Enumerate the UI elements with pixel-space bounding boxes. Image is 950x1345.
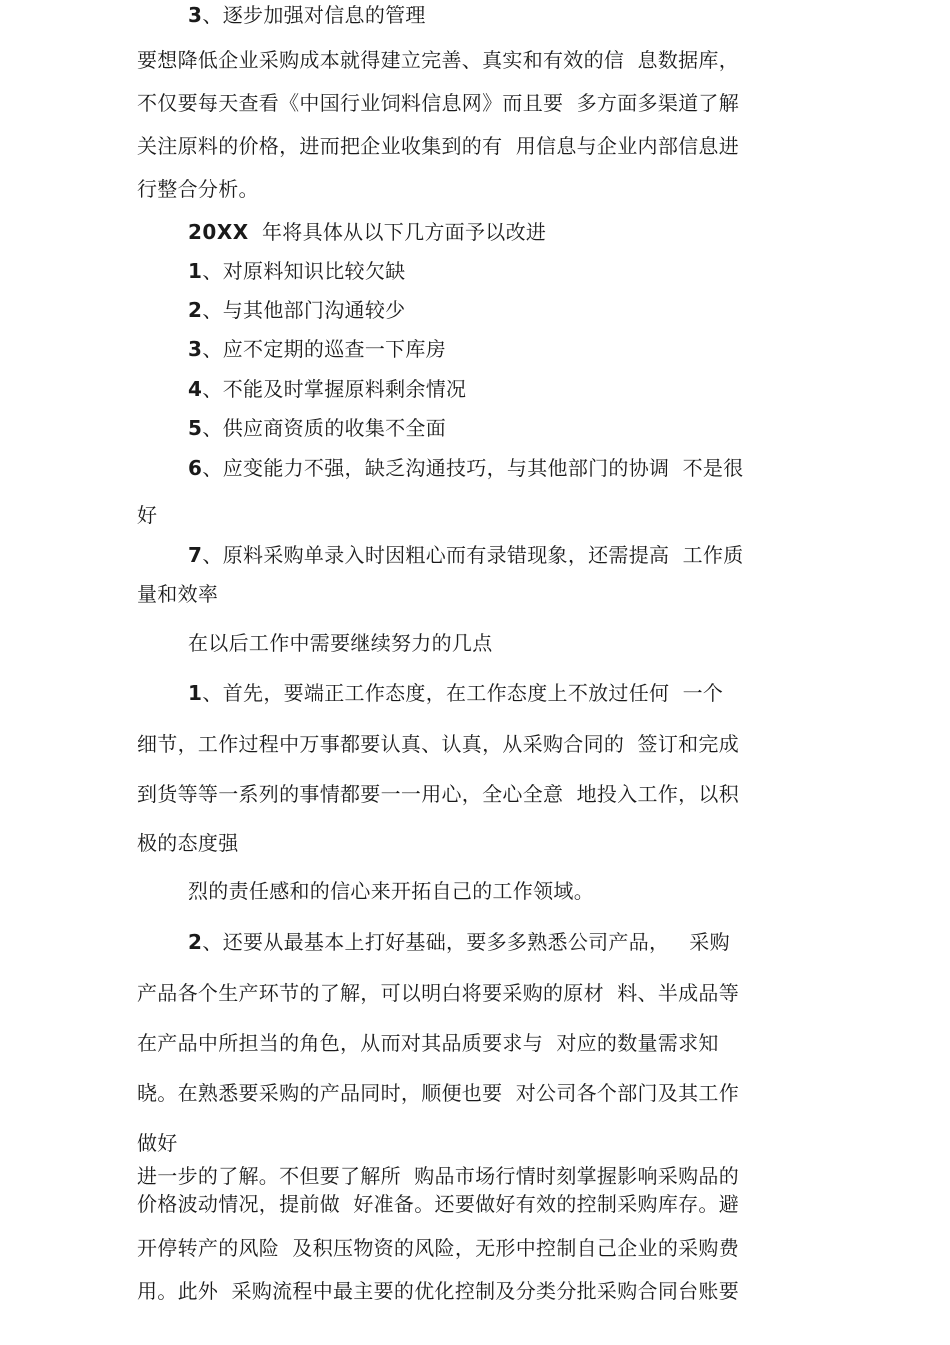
paragraph-line: 到货等等一系列的事情都要一一用心，全心全意 地投入工作，以积 — [137, 782, 740, 806]
point-number: 2 — [188, 930, 203, 954]
point-first-line — [188, 929, 730, 955]
point-number: 1 — [188, 681, 203, 705]
paragraph-line: 做好 — [137, 1131, 178, 1155]
list-item-text: 、原料采购单录入时因粗心而有录错现象，还需提高 工作质 — [202, 543, 744, 567]
paragraph-line: 开停转产的风险 及积压物资的风险，无形中控制自己企业的采购费 — [137, 1236, 740, 1260]
point-first-line — [188, 680, 723, 706]
paragraph-line: 晓。在熟悉要采购的产品同时，顺便也要 对公司各个部门及其工作 — [137, 1081, 740, 1105]
list-item — [188, 415, 446, 441]
list-item — [188, 336, 446, 362]
paragraph-line: 要想降低企业采购成本就得建立完善、真实和有效的信 息数据库， — [137, 48, 740, 72]
paragraph-line: 在产品中所担当的角色，从而对其品质要求与 对应的数量需求知 — [137, 1031, 719, 1055]
list-item — [188, 455, 744, 481]
list-item-number: 6 — [188, 456, 203, 480]
paragraph-line: 产品各个生产环节的了解，可以明白将要采购的原材 料、半成品等 — [137, 981, 740, 1005]
paragraph-line: 价格波动情况，提前做 好准备。还要做好有效的控制采购库存。避 — [137, 1192, 740, 1216]
list-item — [188, 258, 405, 284]
paragraph-line: 行整合分析。 — [137, 177, 259, 201]
section-heading-text: 、逐步加强对信息的管理 — [202, 3, 426, 27]
list-item-text: 、应不定期的巡查一下库房 — [202, 337, 447, 361]
paragraph-line: 进一步的了解。不但要了解所 购品市场行情时刻掌握影响采购品的 — [137, 1164, 740, 1188]
list-item-number: 7 — [188, 543, 203, 567]
list-item-continuation: 量和效率 — [137, 582, 219, 606]
year-label: 20XX — [188, 220, 249, 244]
section-number: 3 — [188, 3, 203, 27]
list-item-number: 4 — [188, 377, 203, 401]
list-item-number: 1 — [188, 259, 203, 283]
future-heading: 在以后工作中需要继续努力的几点 — [188, 631, 493, 655]
list-item — [188, 542, 744, 568]
improvements-heading — [188, 219, 546, 245]
list-item — [188, 297, 405, 323]
list-item-number: 2 — [188, 298, 203, 322]
list-item-text: 、供应商资质的收集不全面 — [202, 416, 447, 440]
paragraph-line: 极的态度强 — [137, 831, 239, 855]
paragraph-line: 细节，工作过程中万事都要认真、认真，从采购合同的 签订和完成 — [137, 732, 740, 756]
list-item-text: 、不能及时掌握原料剩余情况 — [202, 377, 467, 401]
list-item-text: 、应变能力不强，缺乏沟通技巧，与其他部门的协调 不是很 — [202, 456, 744, 480]
list-item-continuation: 好 — [137, 503, 158, 527]
paragraph-line: 不仅要每天查看《中国行业饲料信息网》而且要 多方面多渠道了解 — [137, 91, 740, 115]
paragraph-line: 烈的责任感和的信心来开拓自己的工作领域。 — [188, 879, 594, 903]
section-heading — [188, 2, 426, 28]
paragraph-line: 用。此外 采购流程中最主要的优化控制及分类分批采购合同台账要 — [137, 1279, 740, 1303]
point-text: 、还要从最基本上打好基础，要多多熟悉公司产品， 采购 — [202, 930, 730, 954]
list-item-number: 5 — [188, 416, 203, 440]
list-item — [188, 376, 466, 402]
paragraph-line: 关注原料的价格，进而把企业收集到的有 用信息与企业内部信息进 — [137, 134, 740, 158]
list-item-text: 、与其他部门沟通较少 — [202, 298, 406, 322]
list-item-text: 、对原料知识比较欠缺 — [202, 259, 406, 283]
point-text: 、首先，要端正工作态度，在工作态度上不放过任何 一个 — [202, 681, 724, 705]
list-item-number: 3 — [188, 337, 203, 361]
improvements-heading-text: 年将具体从以下几方面予以改进 — [248, 220, 547, 244]
